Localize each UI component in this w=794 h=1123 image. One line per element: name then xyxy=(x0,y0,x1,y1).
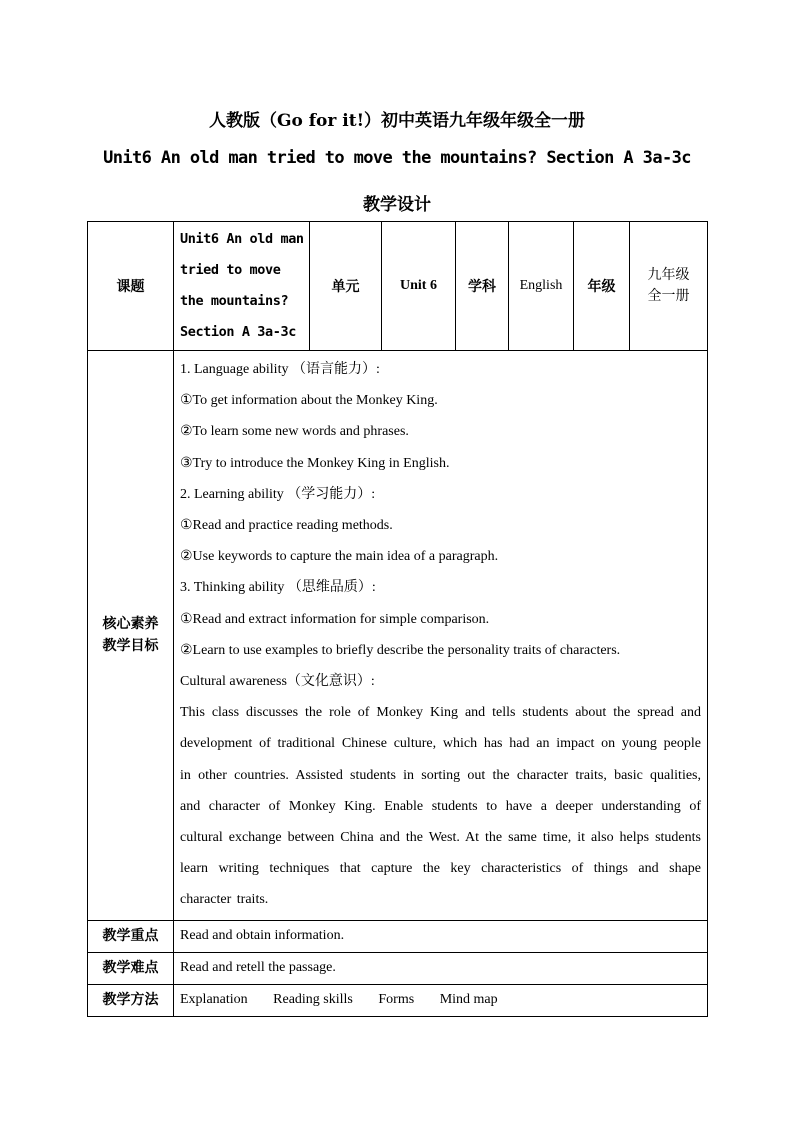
goals-label-line: 教学目标 xyxy=(102,638,159,655)
goals-label-line: 核心素养 xyxy=(102,616,159,633)
topic-label: 课题 xyxy=(88,222,174,351)
goal-line: 1. Language ability （语言能力）: xyxy=(180,362,380,377)
difficulties-row xyxy=(88,952,708,984)
lesson-title: Unit6 An old man tried to move the mountains? Section A 3a-3c xyxy=(103,148,691,168)
subject-value: English xyxy=(509,222,574,351)
methods-label: 教学方法 xyxy=(88,984,174,1016)
goal-line: ②Learn to use examples to briefly describe the personality traits of characters. xyxy=(180,642,621,658)
topic-line: Unit6 An old man xyxy=(180,231,304,247)
goals-row xyxy=(88,351,708,921)
unit-value: Unit 6 xyxy=(382,222,456,351)
grade-label: 年级 xyxy=(574,222,630,351)
topic-line: the mountains? xyxy=(180,293,289,309)
grade-value xyxy=(630,222,708,351)
topic-line: tried to move xyxy=(180,262,281,278)
goals-label xyxy=(88,351,174,921)
method-item: Explanation xyxy=(180,992,248,1008)
lesson-plan-table xyxy=(87,221,708,1017)
goal-line: ②Use keywords to capture the main idea of a paragraph. xyxy=(180,549,499,565)
goal-line: ②To learn some new words and phrases. xyxy=(180,424,409,440)
difficulties-label: 教学难点 xyxy=(88,952,174,984)
key-points-row xyxy=(88,920,708,952)
goal-line: Cultural awareness（文化意识）: xyxy=(180,674,375,690)
subject-label: 学科 xyxy=(456,222,509,351)
method-item: Reading skills xyxy=(273,992,353,1008)
goal-line: 3. Thinking ability （思维品质）: xyxy=(180,580,376,596)
grade-line: 全一册 xyxy=(647,288,690,304)
unit-label: 单元 xyxy=(310,222,382,351)
goal-line: ①Read and practice reading methods. xyxy=(180,518,393,534)
topic-value xyxy=(174,222,310,351)
key-points-label: 教学重点 xyxy=(88,920,174,952)
culture-paragraph: This class discusses the role of Monkey King and tells students about the spread and development of traditional Chinese culture, which has had an impact on young people in other countries. Assisted students in sorting out the character traits, basic qualities, and character of Monkey King. Enable students to have a deeper understanding of cultural exchange between China and the West. At the same time, it also helps students learn writing techniques that capture the key characteristics of things and shape character traits. xyxy=(180,705,701,908)
goal-line: ③Try to introduce the Monkey King in English. xyxy=(180,455,450,471)
grade-line: 九年级 xyxy=(647,267,690,283)
goal-line: ①To get information about the Monkey King. xyxy=(180,393,438,409)
difficulties-value: Read and retell the passage. xyxy=(174,952,708,984)
info-row xyxy=(88,222,708,351)
method-item: Forms xyxy=(378,992,415,1008)
methods-row xyxy=(88,984,708,1016)
topic-line: Section A 3a-3c xyxy=(180,324,296,340)
goals-content xyxy=(174,351,708,921)
goal-line: ①Read and extract information for simple comparison. xyxy=(180,611,490,627)
document-subtitle: 教学设计 xyxy=(363,195,431,215)
method-item: Mind map xyxy=(439,992,498,1008)
document-title: 人教版（Go for it!）初中英语九年级年级全一册 xyxy=(208,111,586,131)
key-points-value: Read and obtain information. xyxy=(174,920,708,952)
goal-line: 2. Learning ability （学习能力）: xyxy=(180,486,376,502)
methods-value xyxy=(174,984,708,1016)
